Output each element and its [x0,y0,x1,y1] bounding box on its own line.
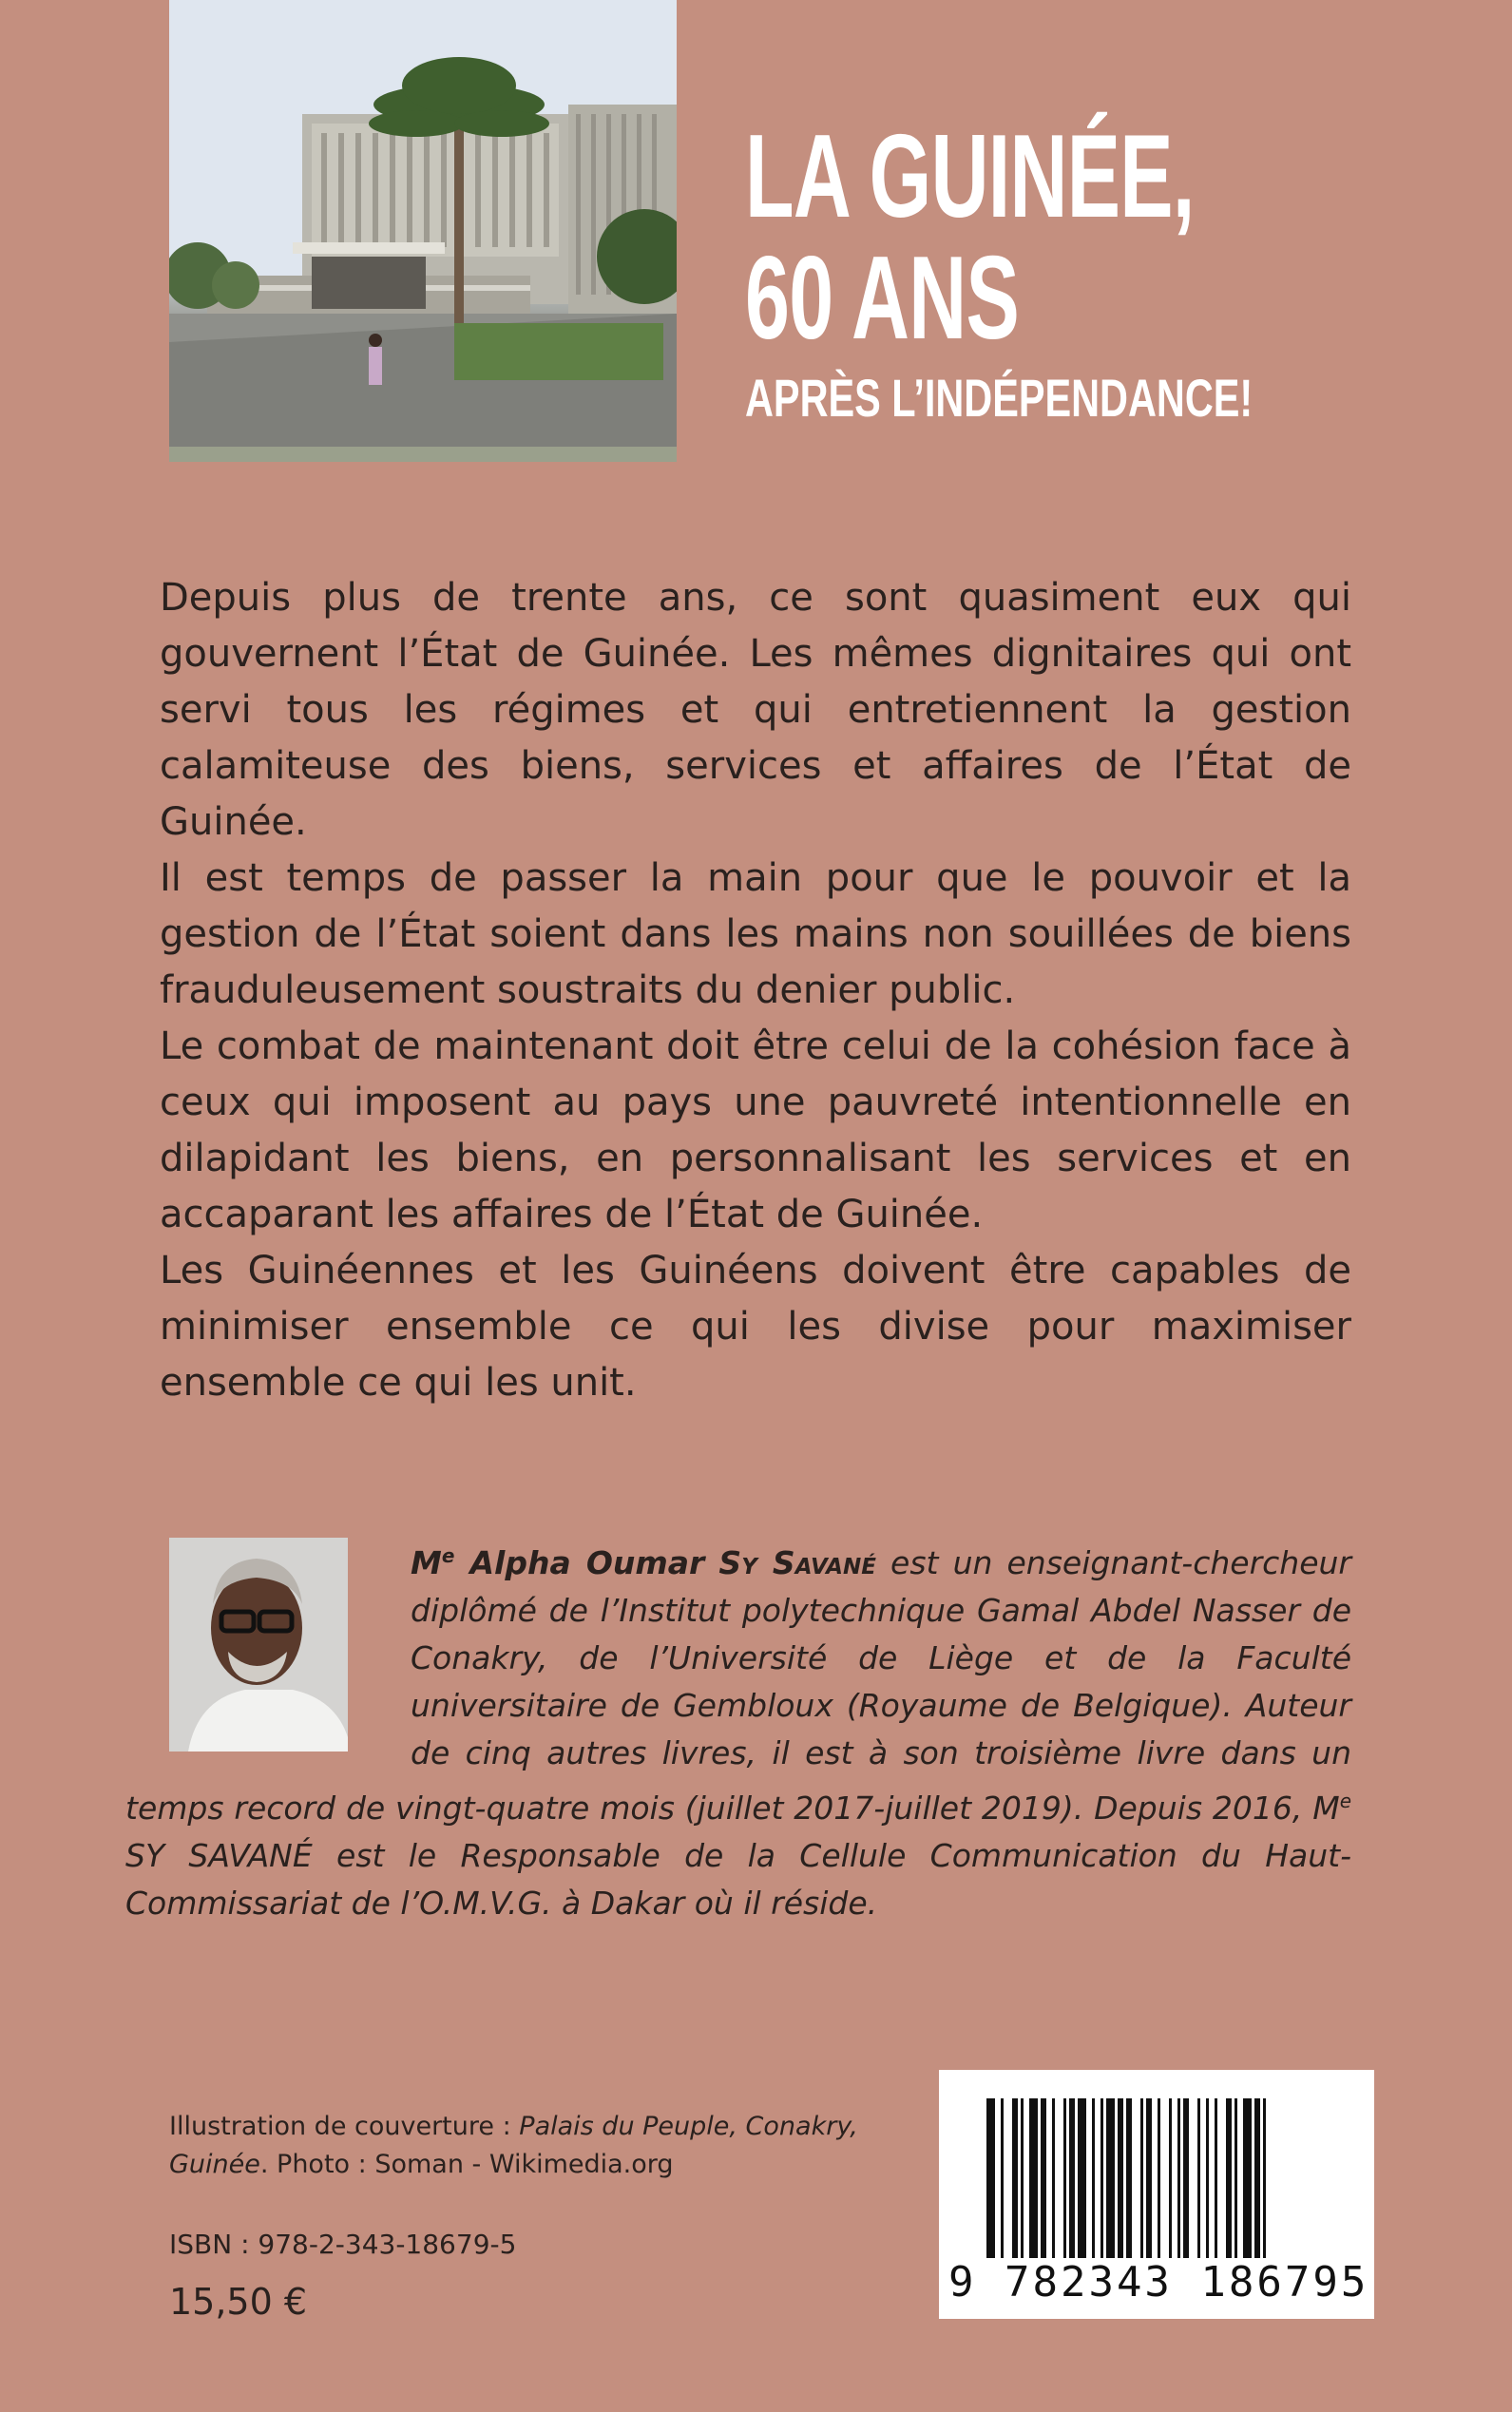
barcode-bar [1078,2098,1086,2258]
barcode-bar [986,2098,995,2258]
barcode-bar [1029,2098,1038,2258]
title-subtitle: APRÈS L’INDÉPENDANCE! [745,368,1254,428]
bio-title: Me Alpha Oumar [411,1544,705,1581]
barcode-bar [1234,2098,1237,2258]
bio-title-2: Me [1312,1790,1351,1827]
bio-author-name: Sy Savané [718,1544,876,1581]
barcode-bar [1012,2098,1018,2258]
barcode-bars-icon [986,2098,1329,2258]
barcode-bar [1177,2098,1180,2258]
barcode-bar [1206,2098,1209,2258]
barcode-bar [1158,2098,1160,2258]
price: 15,50 € [169,2281,308,2323]
isbn: ISBN : 978-2-343-18679-5 [169,2229,517,2260]
barcode-bar [1052,2098,1055,2258]
barcode-bar [1197,2098,1200,2258]
barcode-bar [1092,2098,1095,2258]
barcode-bar [1146,2098,1152,2258]
barcode-bar [1106,2098,1115,2258]
blurb-paragraph: Les Guinéennes et les Guinéens doivent être capables de minimiser ensemble ce qui les divise pour maximiser ensemble ce qui les unit. [160,1249,1351,1405]
title-line-2: 60 ANS [745,233,1020,364]
barcode-bar [1041,2098,1046,2258]
palace-photo-icon [169,0,677,462]
blurb-paragraph: Depuis plus de trente ans, ce sont quasiment eux qui gouvernent l’État de Guinée. Les mêmes dignitaires qui ont servi tous les régimes et qui entretiennent la gestion calamiteuse des biens, services et affaires de l’État de Guinée. [160,576,1351,844]
barcode-bar [1183,2098,1189,2258]
bio-text-2: est le Responsable de la Cellule Communication du Haut-Commissariat de l’O.M.V.G. à Dakar où il réside. [125,1837,1351,1922]
barcode-bar [1215,2098,1217,2258]
cover-photo [169,0,677,462]
cover-credit: Illustration de couverture : Palais du Peuple, Conakry, Guinée. Photo : Soman - Wikimedia.org [169,2112,858,2179]
blurb-paragraph: Il est temps de passer la main pour que le pouvoir et la gestion de l’État soient dans les mains non souillées de biens frauduleusement soustraits du denier public. [160,856,1351,1012]
book-title [745,111,1410,429]
barcode-bar [1263,2098,1266,2258]
bio-author-name-2: SY SAVANÉ [125,1837,313,1874]
barcode-bar [1069,2098,1075,2258]
barcode-bar [1140,2098,1143,2258]
barcode-bar [1001,2098,1004,2258]
barcode-bar [1169,2098,1172,2258]
barcode-bar [1063,2098,1066,2258]
barcode-bar [1021,2098,1024,2258]
barcode-bar [1126,2098,1132,2258]
barcode-bar [1226,2098,1232,2258]
blurb [160,570,1351,1411]
barcode-number: 9 782343 186795 [948,2258,1369,2307]
barcode [939,2070,1374,2319]
bio-text: est un enseignant-chercheur diplômé de l’Institut polytechnique Gamal Abdel Nasser de Conakry, de l’Université de Liège et de la Faculté universitaire de Gembloux (Royaume de Belgique). Auteur de cinq autres livres, il est à son troisième livre dans un temps record de vingt-quatre mois (juillet 2017-juillet 2019). Depuis 2016, [125,1544,1351,1827]
barcode-bar [1254,2098,1260,2258]
title-line-1: LA GUINÉE, [745,111,1195,242]
blurb-paragraph: Le combat de maintenant doit être celui de la cohésion face à ceux qui imposent au pays une pauvreté intentionnelle en dilapidant les biens, en personnalisant les services et en accaparant les affaires de l’État de Guinée. [160,1024,1351,1236]
barcode-bar [1101,2098,1103,2258]
barcode-bar [1118,2098,1123,2258]
author-bio [125,1532,1351,1927]
barcode-bar [1243,2098,1252,2258]
